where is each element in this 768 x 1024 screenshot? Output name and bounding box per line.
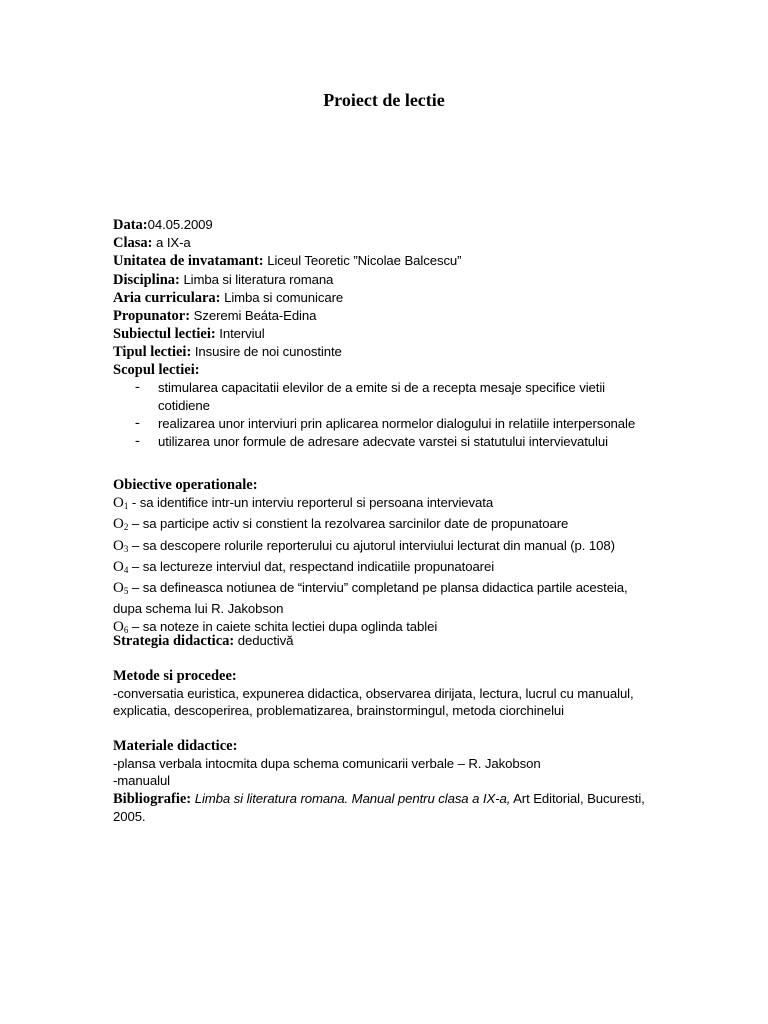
methods-text: -conversatia euristica, expunerea didactica, observarea dirijata, lectura, lucrul cu manualul, explicatia, descoperirea, problematizarea, brainstormingul, metoda ciorchinelui — [113, 686, 634, 719]
objectives-section — [113, 477, 658, 640]
info-label: Propunator: — [113, 308, 191, 325]
info-value: Limba si literatura romana — [179, 271, 334, 287]
info-school — [113, 252, 658, 270]
list-item: - realizarea unor interviuri prin aplicarea normelor dialogului in relatiile interpersonale — [135, 415, 636, 432]
strategy-label: Strategia didactica: — [113, 633, 235, 649]
info-label: Unitatea de invatamant: — [113, 253, 264, 270]
info-label: Tipul lectiei: — [113, 344, 192, 361]
info-label: Disciplina: — [113, 271, 180, 288]
info-date — [113, 216, 658, 234]
info-class — [113, 234, 658, 252]
strategy-section — [113, 632, 658, 650]
materials-line: -plansa verbala intocmita dupa schema comunicarii verbale – R. Jakobson — [113, 756, 541, 772]
info-label: Aria curriculara: — [113, 289, 221, 306]
objective-item: $O_6$ – sa noteze in caiete schita lectiei dupa oglinda tablei — [113, 619, 438, 636]
materials-section — [113, 738, 658, 826]
objective-item: $O_5$ – sa defineasca notiunea de “interviu” completand pe plansa didactica partile acesteia, dupa schema lui R. Jakobson — [113, 580, 628, 617]
document-title: Proiect de lectie — [323, 90, 445, 110]
info-lesson-type — [113, 343, 658, 361]
bibliography-publisher: Art Editorial, Bucuresti, 2005. — [113, 790, 645, 824]
scope-heading — [113, 362, 658, 379]
objectives-label: Obiective operationale: — [113, 477, 258, 493]
info-curricular-area — [113, 289, 658, 307]
materials-label: Materiale didactice: — [113, 738, 238, 754]
info-discipline — [113, 271, 658, 289]
list-item: - stimularea capacitatii elevilor de a emite si de a recepta mesaje specifice vietii cotidiene — [135, 378, 605, 414]
bibliography — [113, 790, 658, 826]
objective-item: $O_2$ – sa participe activ si constient la rezolvarea sarcinilor date de propunatoare — [113, 516, 569, 533]
info-value: a IX-a — [152, 235, 191, 251]
info-subject — [113, 325, 658, 343]
info-label: Subiectul lectiei: — [113, 326, 216, 343]
info-value: Interviul — [215, 326, 265, 342]
info-value: Limba si comunicare — [220, 289, 344, 305]
info-value: Szeremi Beáta-Edina — [190, 308, 317, 324]
info-label: Clasa: — [113, 235, 153, 252]
bibliography-title: Limba si literatura romana. Manual pentru clasa a IX-a, — [191, 790, 511, 806]
info-value: 04.05.2009 — [147, 217, 213, 232]
objective-item: $O_3$ – sa descopere rolurile reporterului cu ajutorul interviului lecturat din manual (p. 108) — [113, 537, 615, 554]
strategy-value: deductivă — [234, 633, 294, 648]
objective-item: $O_1$ - sa identifice intr-un interviu reporterul si persoana intervievata — [113, 495, 494, 512]
info-value: Liceul Teoretic ”Nicolae Balcescu” — [263, 253, 462, 269]
methods-section — [113, 668, 658, 720]
info-label: Data: — [113, 217, 148, 233]
objective-item: $O_4$ – sa lectureze interviul dat, respectand indicatiile propunatoarei — [113, 558, 495, 575]
bibliography-label: Bibliografie: — [113, 790, 192, 807]
list-item: - utilizarea unor formule de adresare adecvate varstei si statutului intervievatului — [135, 433, 608, 450]
methods-label: Metode si procedee: — [113, 668, 237, 684]
info-value: Insusire de noi cunostinte — [191, 344, 342, 360]
scope-label: Scopul lectiei: — [113, 361, 200, 378]
lesson-info — [113, 216, 658, 452]
scope-list — [113, 379, 658, 452]
materials-line: -manualul — [113, 773, 171, 789]
info-proposer — [113, 307, 658, 325]
